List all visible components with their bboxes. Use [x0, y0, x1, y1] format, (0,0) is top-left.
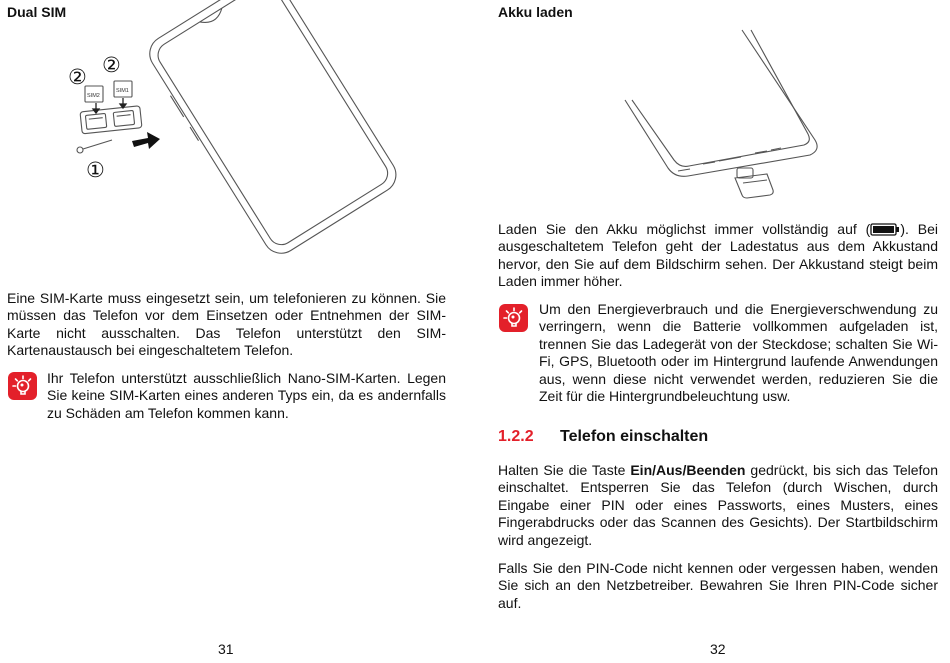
power-on-paragraph	[498, 462, 938, 549]
section-number: 1.2.2	[498, 428, 534, 445]
page-right	[475, 0, 950, 663]
sim-tray-illustration	[0, 0, 470, 280]
sim-paragraph: Eine SIM-Karte muss eingesetzt sein, um telefonieren zu können. Sie müssen das Telefon vor dem Einsetzen oder Entnehmen der SIM-Karte nicht ausschalten. Das Telefon unterstützt den SIM-Kartenaustausch bei eingeschaltetem Telefon.	[7, 290, 446, 359]
section-title-dual-sim: Dual SIM	[7, 4, 67, 20]
battery-text-part1: Laden Sie den Akku möglichst immer vollständig auf (	[498, 221, 871, 237]
battery-paragraph	[498, 221, 938, 291]
battery-tip-text: Um den Energieverbrauch und die Energieverschwendung zu verringern, wenn die Batterie vollkommen aufgeladen ist, trennen Sie das Ladegerät von der Steckdose; schalten Sie Wi-Fi, GPS, Bluetooth oder im Hintergrund laufende Anwendungen aus, wenn diese nicht verwendet werden, reduzieren Sie die Zeit für die Hintergrundbeleuchtung usw.	[539, 301, 938, 405]
page-left	[0, 0, 470, 663]
section-title: Telefon einschalten	[560, 428, 709, 445]
insert-arrow-icon	[132, 132, 160, 149]
lightbulb-tip-icon	[8, 372, 37, 400]
phone-charging-illustration	[475, 0, 950, 210]
sim1-label: SIM1	[116, 88, 129, 94]
page-number-right: 32	[710, 641, 726, 657]
page-number-left: 31	[218, 641, 234, 657]
sim2-label: SIM2	[87, 93, 100, 99]
step-2-label-a: ②	[68, 65, 87, 89]
power-on-part2: gedrückt, bis sich das Telefon einschaltet. Entsperren Sie das Telefon (durch Wischen, durch Eingabe einer PIN oder eines Passworts, eines Musters, eines Fingerabdrucks oder das Scannen des Gesichts). Der Startbildschirm wird angezeigt.	[498, 462, 939, 548]
step-2-label-b: ②	[102, 53, 121, 77]
battery-full-icon	[870, 223, 900, 236]
sim-tip-text: Ihr Telefon unterstützt ausschließlich Nano-SIM-Karten. Legen Sie keine SIM-Karten eines anderen Typs ein, da es andernfalls zu Schäden am Telefon kommen kann.	[47, 370, 446, 421]
lightbulb-tip-icon-right	[499, 304, 528, 332]
battery-text-part2: ). Bei ausgeschaltetem Telefon geht der Ladestatus aus dem Akkustand hervor, den Sie auf dem Bildschirm sehen. Der Akkustand steigt beim Laden immer höher.	[498, 221, 938, 290]
section-heading-telefon-einschalten	[498, 428, 708, 446]
step-1-label: ①	[86, 158, 105, 182]
section-title-akku-laden: Akku laden	[498, 4, 573, 20]
power-on-part1: Halten Sie die Taste	[498, 462, 631, 478]
power-key-label: Ein/Aus/Beenden	[630, 462, 746, 478]
pin-paragraph: Falls Sie den PIN-Code nicht kennen oder vergessen haben, wenden Sie sich an den Netzbetreiber. Bewahren Sie Ihren PIN-Code sicher auf.	[498, 560, 938, 611]
